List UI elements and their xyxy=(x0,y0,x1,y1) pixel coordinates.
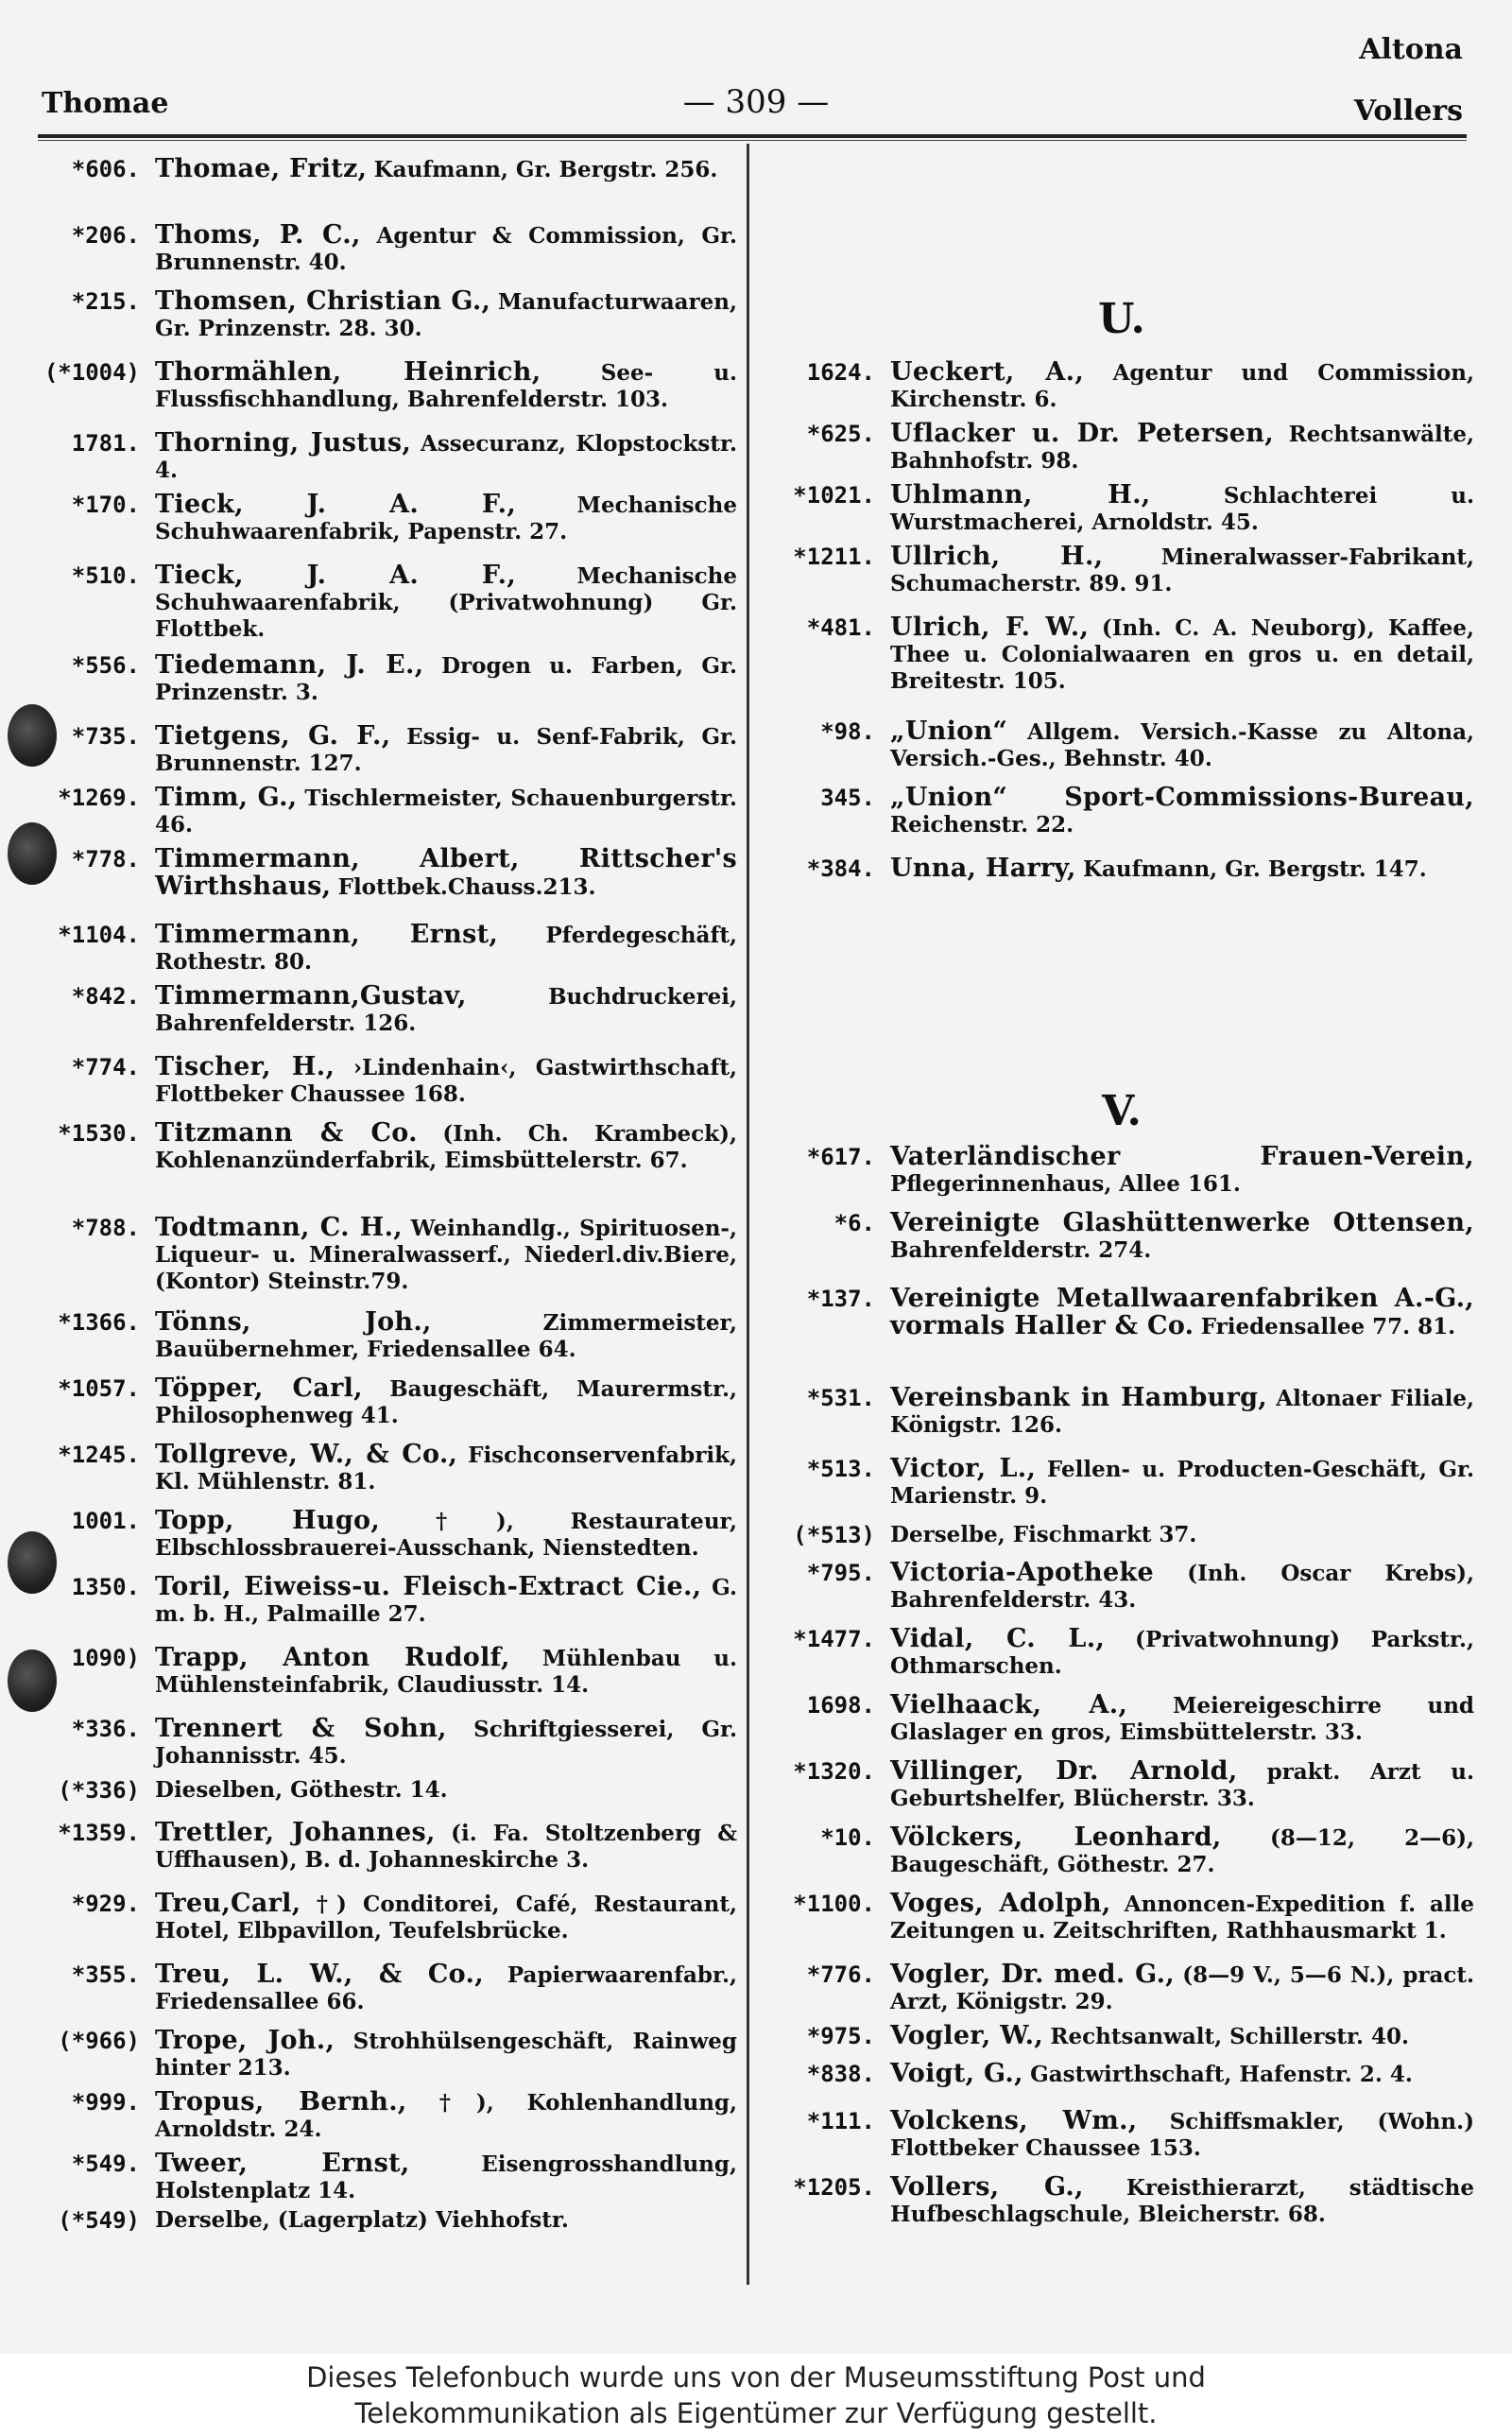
entry-body xyxy=(155,1508,737,1562)
entry-name: Vogler, Dr. med. G., xyxy=(890,1960,1175,1989)
directory-entry xyxy=(34,846,737,901)
entry-details: Weinhandlg., Spirituosen-, Liqueur- u. Mineralwasserf., Niederl.div.Biere, (Kontor) Steinstr.79. xyxy=(155,1216,737,1294)
phone-number: *788. xyxy=(71,1215,140,1241)
entry-details: †), Restaurateur, Elbschlossbrauerei-Ausschank, Nienstedten. xyxy=(155,1509,737,1561)
directory-entry xyxy=(34,2028,737,2082)
directory-entry xyxy=(769,785,1474,838)
entry-body xyxy=(890,482,1474,536)
entry-name: Tieck, J. A. F., xyxy=(155,561,517,590)
phone-number: *510. xyxy=(71,562,140,589)
entry-name: Tiedemann, J. E., xyxy=(155,650,424,680)
entry-name: Trennert & Sohn, xyxy=(155,1714,447,1743)
entry-name: Ulrich, F. W., xyxy=(890,613,1090,642)
entry-details: (Inh. Oscar Krebs), Bahrenfelderstr. 43. xyxy=(890,1561,1475,1613)
entry-details: Kaufmann, Gr. Bergstr. 147. xyxy=(1082,856,1427,882)
entry-details: (Privatwohnung) Parkstr., Othmarschen. xyxy=(890,1627,1474,1679)
phone-number: *549. xyxy=(71,2151,140,2177)
entry-body xyxy=(890,421,1474,475)
entry-name: Uflacker u. Dr. Petersen, xyxy=(890,419,1274,448)
entry-body xyxy=(890,1824,1474,1878)
entry-name: Timmermann,Gustav, xyxy=(155,981,467,1011)
entry-body xyxy=(890,2174,1474,2228)
phone-number: *975. xyxy=(806,2023,875,2049)
directory-entry xyxy=(769,421,1474,475)
footer-line-2: Telekommunikation als Eigentümer zur Verfügung gestellt. xyxy=(354,2397,1158,2429)
entry-body xyxy=(155,846,737,901)
phone-number: *170. xyxy=(71,492,140,518)
footer-notice xyxy=(0,2354,1512,2436)
entry-body xyxy=(155,2207,737,2234)
directory-entry xyxy=(34,222,737,276)
entry-body xyxy=(890,785,1474,838)
directory-entry xyxy=(34,1716,737,1770)
phone-number: *1530. xyxy=(58,1120,140,1147)
entry-details: †) Conditorei, Café, Restaurant, Hotel, Elbpavillon, Teufelsbrücke. xyxy=(155,1892,737,1944)
header-left-name: Thomae xyxy=(42,87,169,120)
directory-entry xyxy=(34,492,737,545)
entry-name: Timmermann, Ernst, xyxy=(155,920,499,949)
entry-body xyxy=(155,222,737,276)
phone-number: 1781. xyxy=(71,430,140,457)
phone-number: *776. xyxy=(806,1961,875,1988)
entry-body xyxy=(890,2061,1474,2088)
entry-name: Timmermann, Albert, Rittscher's Wirthshaus, xyxy=(155,844,737,901)
phone-number: *384. xyxy=(806,855,875,882)
entry-body xyxy=(890,1456,1474,1510)
entry-body xyxy=(155,922,737,976)
directory-entry xyxy=(34,288,737,342)
phone-number: *111. xyxy=(806,2108,875,2134)
entry-name: „Union“ xyxy=(890,717,1008,746)
entry-body xyxy=(155,359,737,413)
entry-name: Ullrich, H., xyxy=(890,542,1104,571)
phone-number: *215. xyxy=(71,288,140,315)
entry-body xyxy=(890,1758,1474,1812)
section-letter: V. xyxy=(1102,1087,1142,1135)
entry-details: Rechtsanwalt, Schillerstr. 40. xyxy=(1050,2024,1410,2049)
entry-body xyxy=(155,1777,737,1804)
entry-name: Tweer, Ernst, xyxy=(155,2149,410,2178)
directory-entry xyxy=(769,855,1474,883)
phone-number: *606. xyxy=(71,156,140,182)
phone-number: *6. xyxy=(833,1210,875,1236)
entry-name: Treu, L. W., & Co., xyxy=(155,1960,484,1989)
phone-number: 1624. xyxy=(806,359,875,386)
phone-number: *531. xyxy=(806,1385,875,1411)
directory-entry xyxy=(34,983,737,1037)
entry-body xyxy=(155,492,737,545)
directory-entry xyxy=(769,1692,1474,1746)
entry-name: Thomae, Fritz, xyxy=(155,154,368,183)
directory-entry xyxy=(34,1820,737,1874)
directory-entry xyxy=(34,1891,737,1944)
entry-name: Thomsen, Christian G., xyxy=(155,286,491,316)
punch-hole xyxy=(8,1531,57,1594)
directory-entry xyxy=(769,1144,1474,1198)
entry-body xyxy=(890,1560,1474,1614)
entry-details: Tischlermeister, Schauenburgerstr. 46. xyxy=(155,786,738,838)
phone-number: *1211. xyxy=(793,544,875,570)
entry-details: Fischconservenfabrik, Kl. Mühlenstr. 81. xyxy=(155,1443,738,1494)
phone-number: *1245. xyxy=(58,1442,140,1468)
directory-entry xyxy=(769,1824,1474,1878)
entry-details: Mühlenbau u. Mühlensteinfabrik, Claudiusstr. 14. xyxy=(155,1646,737,1698)
entry-body xyxy=(155,2151,737,2204)
entry-details: Kaufmann, Gr. Bergstr. 256. xyxy=(373,157,718,182)
directory-entry xyxy=(769,2061,1474,2088)
phone-number: 1350. xyxy=(71,1574,140,1600)
entry-details: Agentur & Commission, Gr. Brunnenstr. 40. xyxy=(155,223,738,275)
phone-number: 1001. xyxy=(71,1508,140,1534)
phone-number: 1698. xyxy=(806,1692,875,1719)
entry-details: Fellen- u. Producten-Geschäft, Gr. Marienstr. 9. xyxy=(890,1457,1474,1509)
entry-body xyxy=(155,156,737,183)
directory-entry xyxy=(769,1456,1474,1510)
entry-details: Dieselben, Göthestr. 14. xyxy=(155,1777,448,1803)
entry-name: Tollgreve, W., & Co., xyxy=(155,1440,458,1469)
directory-entry xyxy=(34,1442,737,1495)
entry-name: Victoria-Apotheke xyxy=(890,1558,1154,1587)
entry-details: Essig- u. Senf-Fabrik, Gr. Brunnenstr. 127. xyxy=(155,724,738,776)
entry-name: Vereinsbank in Hamburg, xyxy=(890,1383,1267,1412)
directory-entry xyxy=(769,1522,1474,1548)
entry-details: (Inh. Ch. Krambeck), Kohlenanzünderfabrik, Eimsbüttelerstr. 67. xyxy=(155,1121,738,1173)
phone-number: *556. xyxy=(71,652,140,679)
entry-name: Timm, G., xyxy=(155,783,298,812)
phone-number: (*336) xyxy=(58,1777,140,1804)
phone-number: *1359. xyxy=(58,1820,140,1846)
entry-details: Mechanische Schuhwaarenfabrik, (Privatwohnung) Gr. Flottbek. xyxy=(155,563,737,642)
directory-entry xyxy=(34,1215,737,1295)
entry-details: Papierwaarenfabr., Friedensallee 66. xyxy=(155,1962,737,2014)
directory-entry xyxy=(34,785,737,838)
phone-number: *999. xyxy=(71,2089,140,2116)
entry-name: Uhlmann, H., xyxy=(890,480,1151,510)
entry-details: Meiereigeschirre und Glaslager en gros, Eimsbüttelerstr. 33. xyxy=(890,1693,1475,1745)
directory-entry xyxy=(34,2151,737,2204)
phone-number: *336. xyxy=(71,1716,140,1742)
entry-body xyxy=(155,1645,737,1699)
directory-entry xyxy=(769,718,1474,772)
entry-details: Mineralwasser-Fabrikant, Schumacherstr. 89. 91. xyxy=(890,544,1475,596)
phone-number: *774. xyxy=(71,1054,140,1080)
entry-body xyxy=(890,1144,1474,1198)
entry-body xyxy=(155,1442,737,1495)
entry-name: Victor, L., xyxy=(890,1454,1037,1483)
directory-entry xyxy=(769,1891,1474,1944)
entry-name: Tietgens, G. F., xyxy=(155,721,391,751)
entry-name: Unna, Harry, xyxy=(890,854,1076,883)
entry-body xyxy=(155,1961,737,2015)
entry-body xyxy=(890,1692,1474,1746)
directory-entry xyxy=(34,922,737,976)
entry-name: Trettler, Johannes, xyxy=(155,1818,436,1847)
phone-number: *1477. xyxy=(793,1626,875,1652)
entry-name: Todtmann, C. H., xyxy=(155,1213,403,1242)
entry-body xyxy=(155,652,737,706)
entry-name: Vielhaack, A., xyxy=(890,1690,1128,1719)
entry-details: ›Lindenhain‹, Gastwirthschaft, Flottbeker Chaussee 168. xyxy=(155,1055,737,1107)
directory-entry xyxy=(769,2108,1474,2162)
entry-body xyxy=(155,1716,737,1770)
entry-details: Schiffsmakler, (Wohn.) Flottbeker Chaussee 153. xyxy=(890,2109,1474,2161)
entry-name: Tönns, Joh., xyxy=(155,1307,432,1337)
entry-name: Tieck, J. A. F., xyxy=(155,490,517,519)
entry-details: (i. Fa. Stoltzenberg & Uffhausen), B. d. Johanneskirche 3. xyxy=(155,1821,737,1873)
directory-entry xyxy=(769,614,1474,695)
entry-details: Manufacturwaaren, Gr. Prinzenstr. 28. 30. xyxy=(155,289,737,341)
entry-details: Mechanische Schuhwaarenfabrik, Papenstr. 27. xyxy=(155,492,737,544)
entry-details: Rechtsanwälte, Bahnhofstr. 98. xyxy=(890,422,1474,474)
entry-body xyxy=(155,2089,737,2143)
entry-name: Thormählen, Heinrich, xyxy=(155,357,541,387)
phone-number: *98. xyxy=(820,718,875,745)
directory-entry xyxy=(34,1645,737,1699)
entry-body xyxy=(155,1309,737,1363)
entry-details: Baugeschäft, Maurermstr., Philosophenweg 41. xyxy=(155,1376,738,1428)
entry-body xyxy=(890,718,1474,772)
phone-number: *513. xyxy=(806,1456,875,1482)
entry-name: Vereinigte Metallwaarenfabriken A.-G., vormals Haller & Co. xyxy=(890,1284,1474,1340)
header-right-name: Vollers xyxy=(1353,95,1463,128)
directory-entry xyxy=(769,2023,1474,2050)
directory-entry xyxy=(34,1508,737,1562)
directory-entry xyxy=(769,1626,1474,1680)
phone-number: *1021. xyxy=(793,482,875,509)
directory-entry xyxy=(34,652,737,706)
entry-name: Thoms, P. C., xyxy=(155,220,361,250)
directory-entry xyxy=(34,2207,737,2234)
entry-name: Vaterländischer Frauen-Verein, xyxy=(890,1142,1474,1171)
phone-number: *1104. xyxy=(58,922,140,948)
entry-details: Drogen u. Farben, Gr. Prinzenstr. 3. xyxy=(155,653,737,705)
phone-number: (*513) xyxy=(793,1522,875,1548)
entry-details: Gastwirthschaft, Hafenstr. 2. 4. xyxy=(1030,2062,1413,2087)
entry-name: Vidal, C. L., xyxy=(890,1624,1106,1653)
entry-details: †), Kohlenhandlung, Arnoldstr. 24. xyxy=(155,2090,738,2142)
phone-number: *929. xyxy=(71,1891,140,1917)
entry-details: Strohhülsengeschäft, Rainweg hinter 213. xyxy=(155,2029,738,2081)
directory-entry xyxy=(769,1961,1474,2015)
entry-name: Voigt, G., xyxy=(890,2059,1023,2088)
entry-name: Topp, Hugo, xyxy=(155,1506,381,1535)
entry-details: G. m. b. H., Palmaille 27. xyxy=(155,1575,737,1627)
column-divider xyxy=(747,144,749,2285)
entry-body xyxy=(155,1054,737,1108)
section-letter: U. xyxy=(1098,295,1145,343)
entry-details: Derselbe, Fischmarkt 37. xyxy=(890,1522,1197,1547)
phone-number: *10. xyxy=(820,1824,875,1851)
entry-body xyxy=(155,288,737,342)
directory-entry xyxy=(34,156,737,183)
entry-body xyxy=(155,785,737,838)
entry-body xyxy=(890,1891,1474,1944)
phone-number: (*549) xyxy=(58,2207,140,2234)
entry-name: Tischer, H., xyxy=(155,1052,335,1081)
entry-name: Tropus, Bernh., xyxy=(155,2087,407,2116)
entry-details: Buchdruckerei, Bahrenfelderstr. 126. xyxy=(155,984,737,1036)
entry-body xyxy=(890,359,1474,413)
page-number: — 309 — xyxy=(682,83,830,121)
phone-number: *842. xyxy=(71,983,140,1010)
footer-line-1: Dieses Telefonbuch wurde uns von der Museumsstiftung Post und xyxy=(306,2361,1206,2393)
entry-details: Reichenstr. 22. xyxy=(890,812,1074,838)
phone-number: *1100. xyxy=(793,1891,875,1917)
directory-entry xyxy=(34,430,737,484)
directory-entry xyxy=(769,359,1474,413)
directory-entry xyxy=(34,562,737,643)
entry-name: Titzmann & Co. xyxy=(155,1118,418,1148)
phone-number: (*1004) xyxy=(43,359,140,386)
entry-details: Pflegerinnenhaus, Allee 161. xyxy=(890,1171,1241,1197)
entry-details: Assecuranz, Klopstockstr. 4. xyxy=(155,431,738,483)
phone-number: (*966) xyxy=(58,2028,140,2054)
entry-details: (8—9 V., 5—6 N.), pract. Arzt, Königstr. 29. xyxy=(890,1962,1474,2014)
entry-name: Trope, Joh., xyxy=(155,2026,335,2055)
directory-entry xyxy=(34,1054,737,1108)
directory-entry xyxy=(769,544,1474,597)
entry-name: Thorning, Justus, xyxy=(155,428,412,458)
punch-hole xyxy=(8,822,57,885)
punch-hole xyxy=(8,1650,57,1712)
phone-number: *137. xyxy=(806,1286,875,1312)
entry-name: Villinger, Dr. Arnold, xyxy=(890,1756,1238,1786)
entry-body xyxy=(155,2028,737,2082)
directory-entry xyxy=(34,1777,737,1804)
entry-details: Zimmermeister, Bauübernehmer, Friedensallee 64. xyxy=(155,1310,737,1362)
entry-name: Voges, Adolph, xyxy=(890,1889,1111,1918)
entry-details: (Inh. C. A. Neuborg), Kaffee, Thee u. Colonialwaaren en gros u. en detail, Breitestr. 105. xyxy=(890,615,1475,694)
punch-hole xyxy=(8,704,57,767)
header-rule-thin xyxy=(38,140,1467,141)
entry-body xyxy=(155,1574,737,1628)
directory-entry xyxy=(769,1560,1474,1614)
entry-details: Agentur und Commission, Kirchenstr. 6. xyxy=(890,360,1474,412)
phone-number: *795. xyxy=(806,1560,875,1586)
directory-entry xyxy=(34,1961,737,2015)
phone-number: *617. xyxy=(806,1144,875,1170)
phone-number: *1269. xyxy=(58,785,140,811)
directory-entry xyxy=(34,1574,737,1628)
entry-body xyxy=(155,723,737,777)
entry-details: Altonaer Filiale, Königstr. 126. xyxy=(890,1386,1475,1438)
entry-body xyxy=(890,614,1474,695)
entry-details: Annoncen-Expedition f. alle Zeitungen u. Zeitschriften, Rathhausmarkt 1. xyxy=(890,1892,1474,1944)
phone-number: *778. xyxy=(71,846,140,872)
entry-name: „Union“ Sport-Commissions-Bureau, xyxy=(890,783,1474,812)
phone-number: *838. xyxy=(806,2061,875,2087)
entry-details: Bahrenfelderstr. 274. xyxy=(890,1237,1152,1263)
directory-entry xyxy=(769,1758,1474,1812)
phone-number: *481. xyxy=(806,614,875,641)
entry-details: Allgem. Versich.-Kasse zu Altona, Versich.-Ges., Behnstr. 40. xyxy=(890,719,1474,771)
entry-body xyxy=(890,855,1474,883)
directory-entry xyxy=(34,2089,737,2143)
entry-name: Völckers, Leonhard, xyxy=(890,1823,1222,1852)
entry-details: Kreisthierarzt, städtische Hufbeschlagschule, Bleicherstr. 68. xyxy=(890,2175,1474,2227)
phone-number: *355. xyxy=(71,1961,140,1988)
entry-body xyxy=(890,2023,1474,2050)
entry-body xyxy=(890,1210,1474,1264)
phone-number: *735. xyxy=(71,723,140,750)
entry-body xyxy=(890,1385,1474,1439)
entry-body xyxy=(155,983,737,1037)
directory-entry xyxy=(769,1385,1474,1439)
directory-entry xyxy=(769,1286,1474,1340)
entry-details: prakt. Arzt u. Geburtshelfer, Blücherstr. 33. xyxy=(890,1759,1475,1811)
entry-details: Flottbek.Chauss.213. xyxy=(337,874,596,900)
entry-name: Vollers, G., xyxy=(890,2172,1084,2202)
entry-body xyxy=(155,1120,737,1174)
entry-details: Derselbe, (Lagerplatz) Viehhofstr. xyxy=(155,2207,569,2233)
entry-name: Treu,Carl, xyxy=(155,1889,301,1918)
directory-entry xyxy=(769,2174,1474,2228)
entry-name: Vogler, W., xyxy=(890,2021,1044,2050)
entry-details: See- u. Flussfischhandlung, Bahrenfelderstr. 103. xyxy=(155,360,737,412)
phone-number: *1366. xyxy=(58,1309,140,1336)
entry-name: Töpper, Carl, xyxy=(155,1373,363,1403)
entry-body xyxy=(155,562,737,643)
entry-body xyxy=(155,1891,737,1944)
phone-number: *206. xyxy=(71,222,140,249)
directory-entry xyxy=(34,359,737,413)
entry-body xyxy=(155,1375,737,1429)
entry-details: Pferdegeschäft, Rothestr. 80. xyxy=(155,923,737,975)
phone-number: *625. xyxy=(806,421,875,447)
entry-body xyxy=(155,1215,737,1295)
entry-details: Friedensallee 77. 81. xyxy=(1200,1314,1456,1339)
directory-entry xyxy=(34,1309,737,1363)
entry-name: Ueckert, A., xyxy=(890,357,1085,387)
directory-entry xyxy=(34,1120,737,1174)
entry-name: Toril, Eiweiss-u. Fleisch-Extract Cie., xyxy=(155,1572,702,1601)
entry-details: Schriftgiesserei, Gr. Johannisstr. 45. xyxy=(155,1717,738,1769)
phone-number: *1057. xyxy=(58,1375,140,1402)
entry-body xyxy=(890,1522,1474,1548)
entry-name: Vereinigte Glashüttenwerke Ottensen, xyxy=(890,1208,1474,1237)
entry-details: Schlachterei u. Wurstmacherei, Arnoldstr. 45. xyxy=(890,483,1475,535)
directory-entry xyxy=(769,482,1474,536)
entry-body xyxy=(890,2108,1474,2162)
entry-body xyxy=(890,544,1474,597)
directory-entry xyxy=(34,1375,737,1429)
directory-entry xyxy=(769,1210,1474,1264)
entry-details: Eisengrosshandlung, Holstenplatz 14. xyxy=(155,2151,737,2203)
entry-name: Trapp, Anton Rudolf, xyxy=(155,1643,510,1672)
entry-body xyxy=(890,1626,1474,1680)
header-city: Altona xyxy=(1359,33,1463,66)
entry-body xyxy=(890,1961,1474,2015)
header-rule xyxy=(38,134,1467,138)
entry-body xyxy=(155,1820,737,1874)
entry-body xyxy=(890,1286,1474,1340)
entry-details: (8—12, 2—6), Baugeschäft, Göthestr. 27. xyxy=(890,1825,1475,1877)
entry-body xyxy=(155,430,737,484)
phone-number: 345. xyxy=(820,785,875,811)
directory-entry xyxy=(34,723,737,777)
phone-number: *1205. xyxy=(793,2174,875,2201)
phone-number: *1320. xyxy=(793,1758,875,1785)
entry-name: Volckens, Wm., xyxy=(890,2106,1138,2135)
phone-number: 1090) xyxy=(71,1645,140,1671)
